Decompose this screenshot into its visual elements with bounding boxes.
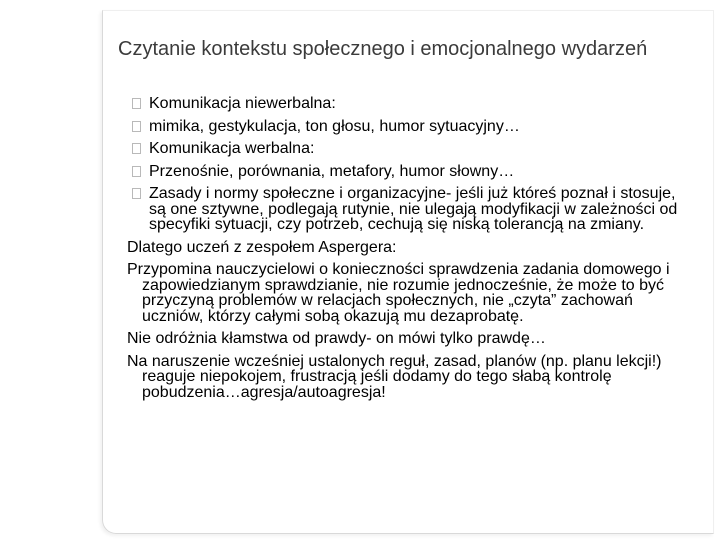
bullet-text: Komunikacja niewerbalna: xyxy=(149,95,336,112)
paragraph: Dlatego uczeń z zespołem Aspergera: xyxy=(127,238,397,256)
bullet-text: mimika, gestykulacja, ton głosu, humor sytuacyjny… xyxy=(149,117,520,135)
slide-title: Czytanie kontekstu społecznego i emocjonalnego wydarzeń xyxy=(118,38,648,60)
bullet-text: Przenośnie, porównania, metafory, humor słowny… xyxy=(149,162,515,180)
bullet-box-icon xyxy=(132,121,141,132)
bullet-text: Komunikacja werbalna: xyxy=(149,140,315,157)
bullet-box-icon xyxy=(132,143,141,154)
bullet-item xyxy=(122,141,692,157)
bullet-item xyxy=(122,186,692,233)
bullet-box-icon xyxy=(132,188,141,199)
bullet-text: Zasady i normy społeczne i organizacyjne- jeśli już któreś poznał i stosuje, są one sztywne, podlegają rutynie, nie ulegają modyfikacji w zależności od specyfiki sytuacji, czy potrzeb, cechują się niską tolerancją na zmiany. xyxy=(149,185,678,233)
paragraph: Nie odróżnia kłamstwa od prawdy- on mówi tylko prawdę… xyxy=(127,330,546,347)
slide-content xyxy=(122,96,692,407)
paragraph: Na naruszenie wcześniej ustalonych reguł, zasad, planów (np. planu lekcji!) reaguje niepokojem, frustracją jeśli dodamy do tego słabą kontrolę pobudzenia…agresja/autoagresja! xyxy=(127,352,662,401)
bullet-item xyxy=(122,96,692,112)
bullet-item xyxy=(122,164,692,180)
bullet-box-icon xyxy=(132,98,141,109)
paragraph: Przypomina nauczycielowi o konieczności sprawdzenia zadania domowego i zapowiedzianym sprawdzianie, nie rozumie jednocześnie, że może to być przyczyną problemów w relacjach społecznych, nie „czyta” zachowań uczniów, którzy całymi sobą okazują mu dezaprobatę. xyxy=(127,261,670,325)
bullet-box-icon xyxy=(132,166,141,177)
bullet-item xyxy=(122,119,692,135)
